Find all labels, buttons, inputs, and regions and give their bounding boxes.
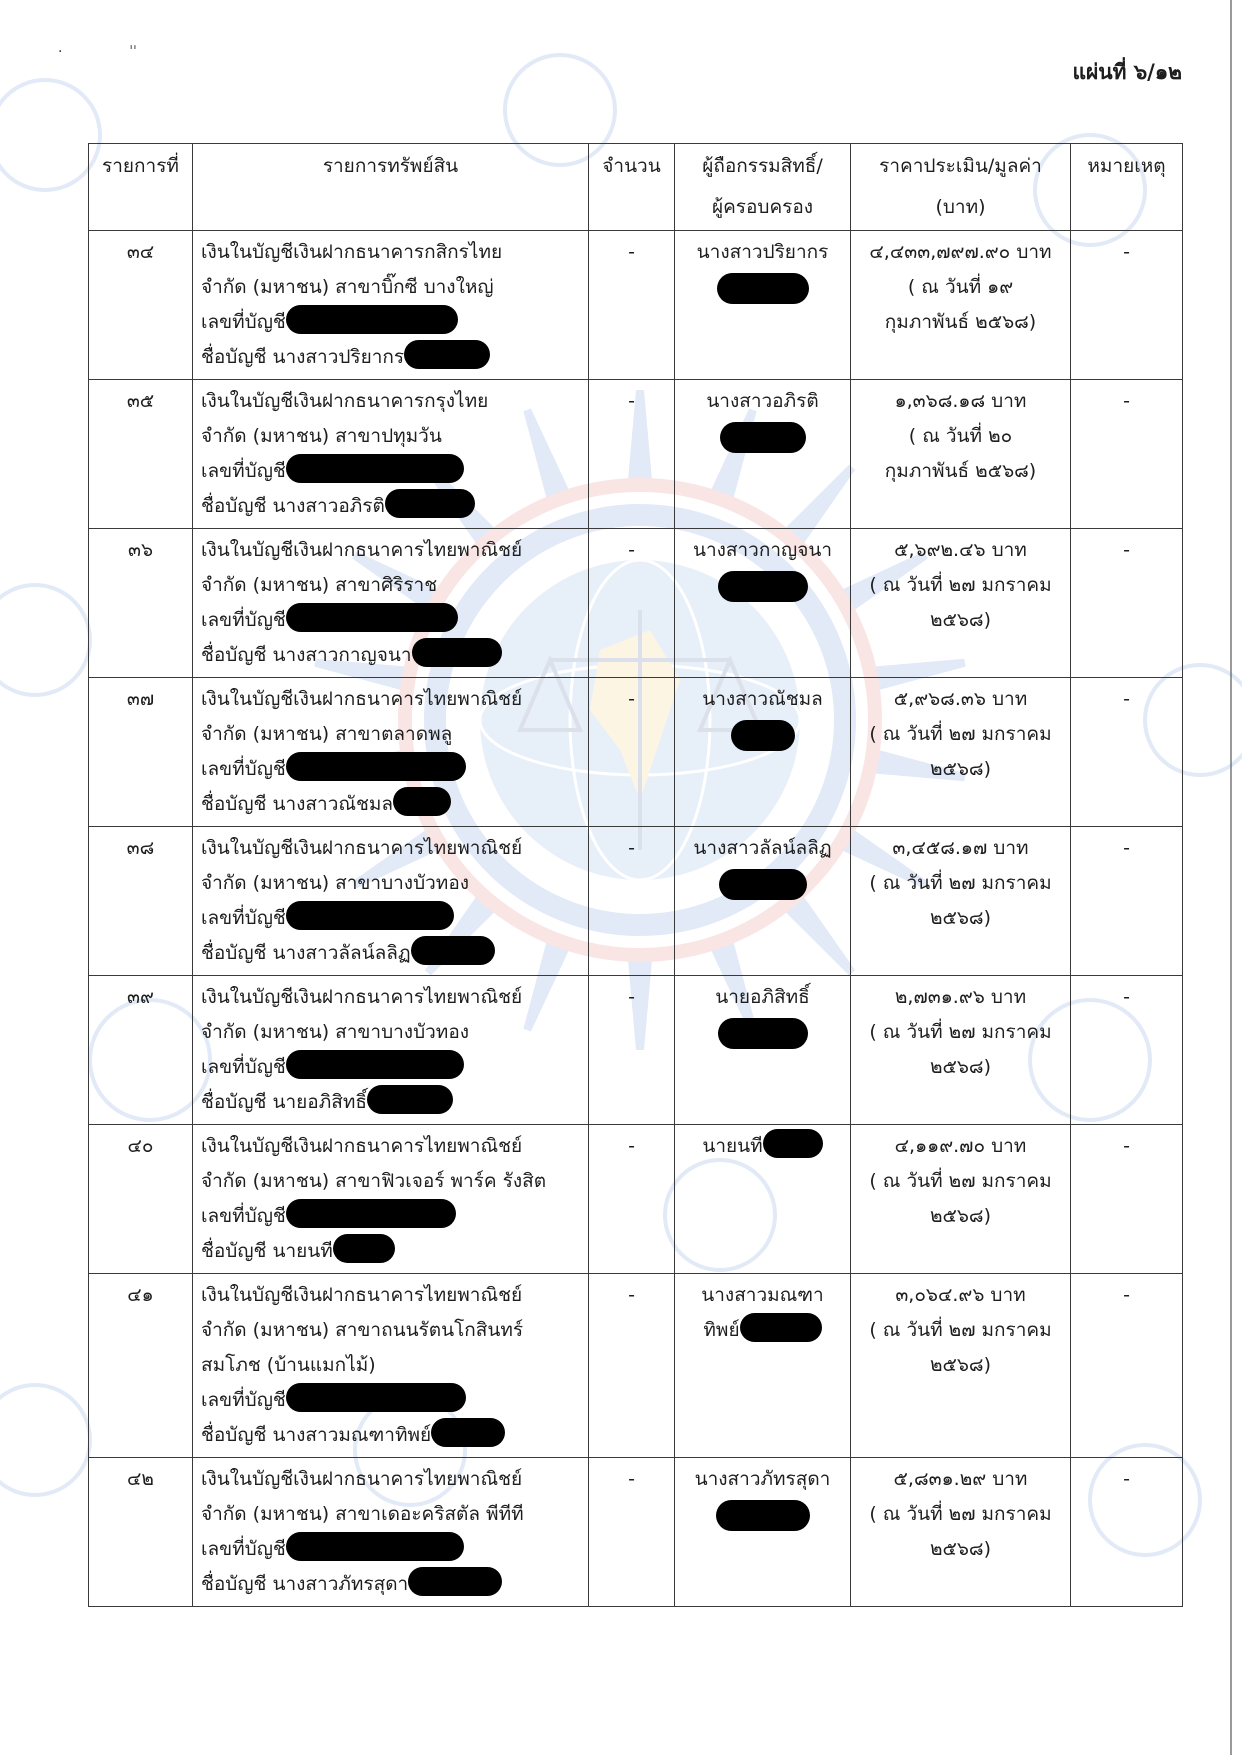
quantity: - [589,1274,675,1458]
redacted-account-number [286,1532,464,1561]
redacted-surname [404,340,490,369]
redacted-surname [717,273,809,304]
redacted-account-number [286,454,464,483]
appraised-value: ๕,๖๙๒.๔๖ บาท ( ณ วันที่ ๒๗ มกราคม ๒๕๖๘) [851,529,1071,678]
table-row [89,976,1183,1125]
item-number: ๔๐ [89,1125,193,1274]
item-number: ๓๕ [89,380,193,529]
note: - [1071,678,1183,827]
redacted-account-number [286,901,454,930]
appraised-value: ๓,๔๕๘.๑๗ บาท ( ณ วันที่ ๒๗ มกราคม ๒๕๖๘) [851,827,1071,976]
item-number: ๓๔ [89,231,193,380]
table-row [89,1458,1183,1607]
scan-edge-line [1230,0,1232,1755]
redacted-surname [431,1418,505,1447]
redacted-surname [718,571,808,602]
table-row [89,380,1183,529]
asset-description: เงินในบัญชีเงินฝากธนาคารไทยพาณิชย์ จำกัด (มหาชน) สาขาตลาดพลู เลขที่บัญชี ชื่อบัญชี นางสาวณัชมล [193,678,589,827]
redacted-surname [731,720,795,751]
item-number: ๓๗ [89,678,193,827]
note: - [1071,1125,1183,1274]
table-row [89,1274,1183,1458]
appraised-value: ๕,๘๓๑.๒๙ บาท ( ณ วันที่ ๒๗ มกราคม ๒๕๖๘) [851,1458,1071,1607]
redacted-surname [740,1313,822,1342]
note: - [1071,1458,1183,1607]
table-row [89,529,1183,678]
item-number: ๓๙ [89,976,193,1125]
redacted-surname [385,489,475,518]
note: - [1071,380,1183,529]
redacted-surname [763,1129,823,1158]
asset-description: เงินในบัญชีเงินฝากธนาคารกรุงไทย จำกัด (มหาชน) สาขาปทุมวัน เลขที่บัญชี ชื่อบัญชี นางสาวอภิรติ [193,380,589,529]
redacted-surname [412,638,502,667]
page-number: แผ่นที่ ๖/๑๒ [1072,60,1182,84]
header-value: ราคาประเมิน/มูลค่า (บาท) [851,144,1071,231]
quantity: - [589,976,675,1125]
asset-table [88,143,1183,1607]
appraised-value: ๒,๗๓๑.๙๖ บาท ( ณ วันที่ ๒๗ มกราคม ๒๕๖๘) [851,976,1071,1125]
table-row [89,678,1183,827]
asset-description: เงินในบัญชีเงินฝากธนาคารไทยพาณิชย์ จำกัด (มหาชน) สาขาบางบัวทอง เลขที่บัญชี ชื่อบัญชี นายอภิสิทธิ์ [193,976,589,1125]
owner: นายนที [675,1125,851,1274]
asset-description: เงินในบัญชีเงินฝากธนาคารไทยพาณิชย์ จำกัด (มหาชน) สาขาฟิวเจอร์ พาร์ค รังสิต เลขที่บัญชี ชื่อบัญชี นายนที [193,1125,589,1274]
appraised-value: ๕,๙๖๘.๓๖ บาท ( ณ วันที่ ๒๗ มกราคม ๒๕๖๘) [851,678,1071,827]
asset-description: เงินในบัญชีเงินฝากธนาคารกสิกรไทย จำกัด (มหาชน) สาขาบิ๊กซี บางใหญ่ เลขที่บัญชี ชื่อบัญชี นางสาวปริยากร [193,231,589,380]
note: - [1071,976,1183,1125]
redacted-account-number [286,752,466,781]
redacted-surname [716,1500,810,1531]
owner: นางสาวปริยากร [675,231,851,380]
appraised-value: ๓,๐๖๔.๙๖ บาท ( ณ วันที่ ๒๗ มกราคม ๒๕๖๘) [851,1274,1071,1458]
header-note: หมายเหตุ [1071,144,1183,231]
redacted-surname [720,422,806,453]
owner: นางสาวณัชมล [675,678,851,827]
redacted-surname [367,1085,453,1114]
table-row [89,827,1183,976]
header-item-no: รายการที่ [89,144,193,231]
asset-description: เงินในบัญชีเงินฝากธนาคารไทยพาณิชย์ จำกัด (มหาชน) สาขาศิริราช เลขที่บัญชี ชื่อบัญชี นางสาวกาญจนา [193,529,589,678]
table-header-row [89,144,1183,231]
table-row [89,1125,1183,1274]
owner: นางสาวอภิรติ [675,380,851,529]
asset-description: เงินในบัญชีเงินฝากธนาคารไทยพาณิชย์ จำกัด (มหาชน) สาขาเดอะคริสตัล พีทีที เลขที่บัญชี ชื่อบัญชี นางสาวภัทรสุดา [193,1458,589,1607]
quantity: - [589,380,675,529]
asset-description: เงินในบัญชีเงินฝากธนาคารไทยพาณิชย์ จำกัด (มหาชน) สาขาบางบัวทอง เลขที่บัญชี ชื่อบัญชี นางสาวลัลน์ลลิฏ [193,827,589,976]
quantity: - [589,678,675,827]
asset-description: เงินในบัญชีเงินฝากธนาคารไทยพาณิชย์ จำกัด (มหาชน) สาขาถนนรัตนโกสินทร์ สมโภช (บ้านแมกไม้) เลขที่บัญชี ชื่อบัญชี นางสาวมณฑาทิพย์ [193,1274,589,1458]
quantity: - [589,529,675,678]
header-owner: ผู้ถือกรรมสิทธิ์/ ผู้ครอบครอง [675,144,851,231]
quantity: - [589,1458,675,1607]
header-quantity: จำนวน [589,144,675,231]
note: - [1071,1274,1183,1458]
scan-specks: · ˈˈ [58,44,137,60]
redacted-account-number [286,305,458,334]
appraised-value: ๔,๔๓๓,๗๙๗.๙๐ บาท ( ณ วันที่ ๑๙ กุมภาพันธ์ ๒๕๖๘) [851,231,1071,380]
appraised-value: ๔,๑๑๙.๗๐ บาท ( ณ วันที่ ๒๗ มกราคม ๒๕๖๘) [851,1125,1071,1274]
quantity: - [589,231,675,380]
redacted-surname [718,1018,808,1049]
quantity: - [589,827,675,976]
owner: นางสาวลัลน์ลลิฏ [675,827,851,976]
owner: นายอภิสิทธิ์ [675,976,851,1125]
note: - [1071,827,1183,976]
redacted-surname [719,869,807,900]
table-row [89,231,1183,380]
redacted-surname [411,936,495,965]
redacted-account-number [286,1383,466,1412]
redacted-account-number [286,1050,464,1079]
owner: นางสาวภัทรสุดา [675,1458,851,1607]
redacted-surname [393,787,451,816]
item-number: ๔๒ [89,1458,193,1607]
owner: นางสาวกาญจนา [675,529,851,678]
header-asset-description: รายการทรัพย์สิน [193,144,589,231]
note: - [1071,529,1183,678]
redacted-surname [408,1567,502,1596]
appraised-value: ๑,๓๖๘.๑๘ บาท ( ณ วันที่ ๒๐ กุมภาพันธ์ ๒๕๖๘) [851,380,1071,529]
quantity: - [589,1125,675,1274]
redacted-surname [333,1234,395,1263]
redacted-account-number [286,603,458,632]
note: - [1071,231,1183,380]
item-number: ๓๖ [89,529,193,678]
item-number: ๓๘ [89,827,193,976]
item-number: ๔๑ [89,1274,193,1458]
owner: นางสาวมณฑา ทิพย์ [675,1274,851,1458]
redacted-account-number [286,1199,456,1228]
